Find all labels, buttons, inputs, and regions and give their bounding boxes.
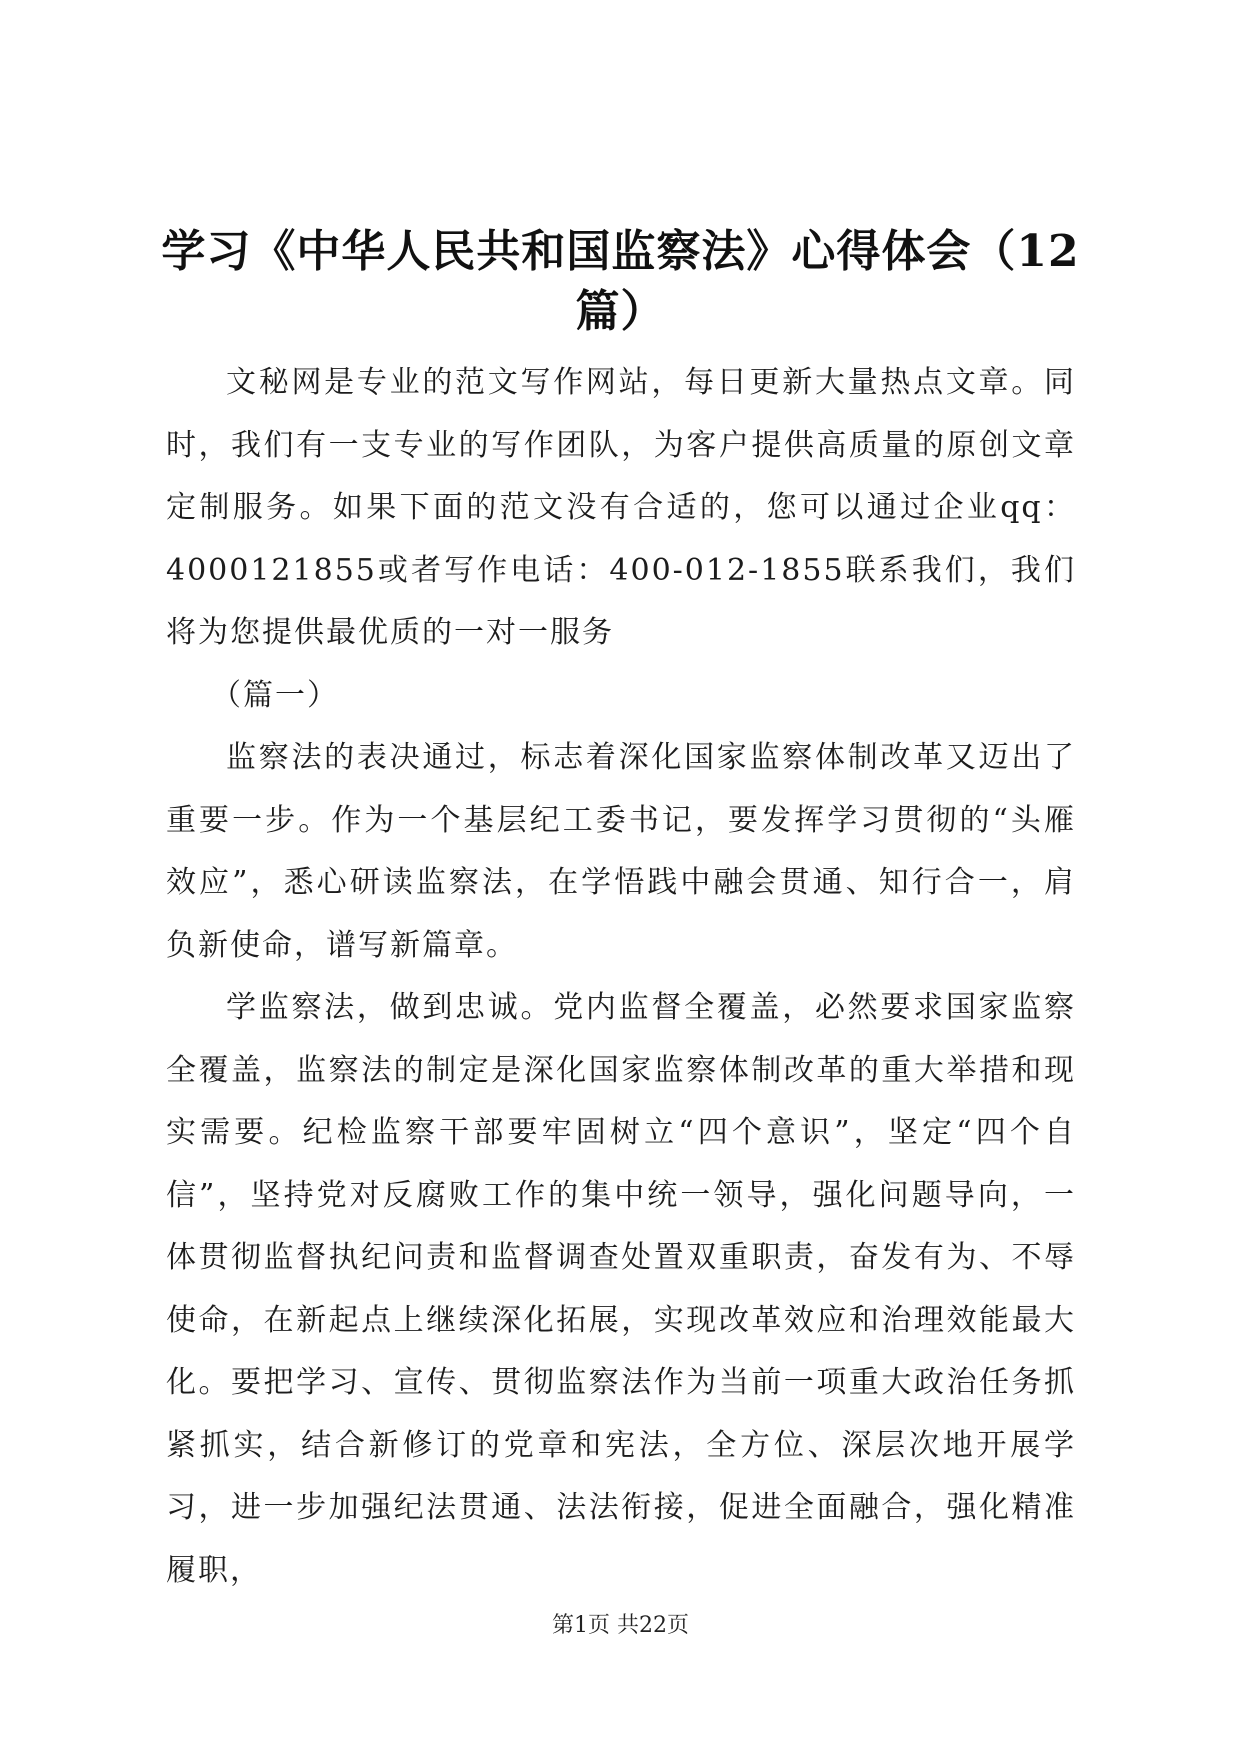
body-paragraph: 监察法的表决通过，标志着深化国家监察体制改革又迈出了重要一步。作为一个基层纪工委书记，要发挥学习贯彻的“头雁效应”，悉心研读监察法，在学悟践中融会贯通、知行合一，肩负新使命，谱写新篇章。 <box>166 740 1076 963</box>
intro-paragraph: 文秘网是专业的范文写作网站，每日更新大量热点文章。同时，我们有一支专业的写作团队，为客户提供高质量的原创文章定制服务。如果下面的范文没有合适的，您可以通过企业qq：4000121855或者写作电话：400-012-1855联系我们，我们将为您提供最优质的一对一服务 <box>166 365 1076 650</box>
section-label: （篇一） <box>211 677 339 713</box>
document-title: 学习《中华人民共和国监察法》心得体会（12篇） <box>161 226 1080 337</box>
document-body <box>166 352 1076 1602</box>
page-footer: 第1页 共22页 <box>552 1613 689 1638</box>
body-paragraph: 学监察法，做到忠诚。党内监督全覆盖，必然要求国家监察全覆盖，监察法的制定是深化国家监察体制改革的重大举措和现实需要。纪检监察干部要牢固树立“四个意识”，坚定“四个自信”，坚持党对反腐败工作的集中统一领导，强化问题导向，一体贯彻监督执纪问责和监督调查处置双重职责，奋发有为、不辱使命，在新起点上继续深化拓展，实现改革效应和治理效能最大化。要把学习、宣传、贯彻监察法作为当前一项重大政治任务抓紧抓实，结合新修订的党章和宪法，全方位、深层次地开展学习，进一步加强纪法贯通、法法衔接，促进全面融合，强化精准履职， <box>166 990 1076 1588</box>
